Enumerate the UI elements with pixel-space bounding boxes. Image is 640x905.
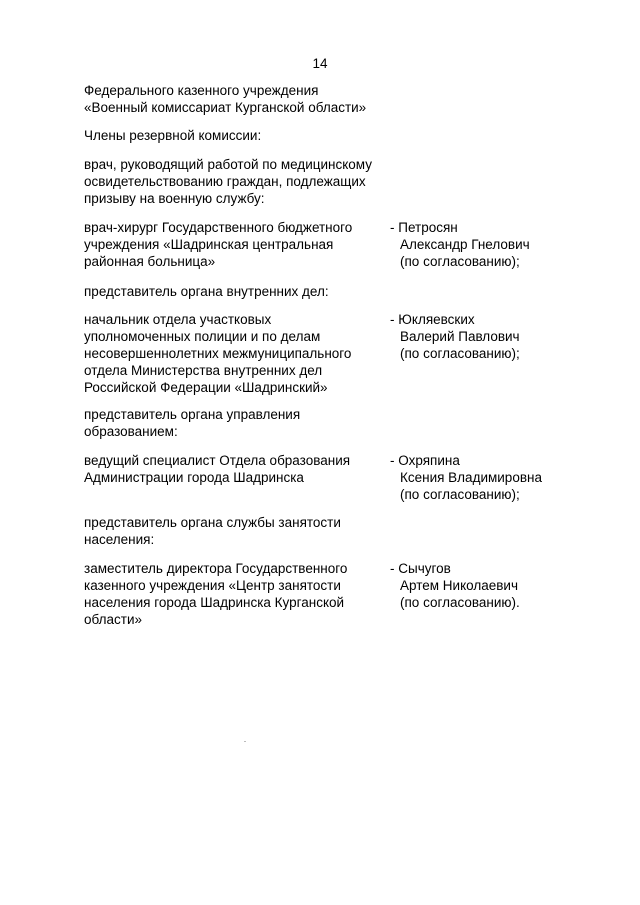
member-person	[390, 560, 620, 611]
heading-line: представитель органа службы занятости	[84, 515, 341, 530]
position-line: заместитель директора Государственного	[84, 561, 348, 576]
member-position	[84, 560, 404, 628]
member-position	[84, 311, 404, 396]
internal-affairs-heading	[84, 283, 404, 300]
member-person	[390, 219, 620, 270]
heading-line: образованием:	[84, 424, 178, 439]
person-surname: - Петросян	[390, 220, 458, 235]
position-line: Российской Федерации «Шадринский»	[84, 380, 328, 395]
person-note: (по согласованию);	[400, 487, 520, 502]
position-line: учреждения «Шадринская центральная	[84, 237, 334, 252]
doctor-role-heading	[84, 156, 404, 207]
role-line: призыву на военную службу:	[84, 191, 265, 206]
position-line: начальник отдела участковых	[84, 312, 272, 327]
employment-heading	[84, 514, 404, 548]
person-note: (по согласованию);	[400, 346, 520, 361]
heading-line: населения:	[84, 532, 155, 547]
position-line: врач-хирург Государственного бюджетного	[84, 220, 353, 235]
heading-line: представитель органа управления	[84, 407, 301, 422]
education-heading	[84, 406, 404, 440]
person-surname: - Сычугов	[390, 561, 451, 576]
header-line: «Военный комиссариат Курганской области»	[84, 100, 367, 115]
page-number: 14	[312, 56, 328, 71]
person-note: (по согласованию).	[400, 595, 520, 610]
position-line: несовершеннолетних межмуниципального	[84, 346, 352, 361]
position-line: населения города Шадринска Курганской	[84, 595, 345, 610]
scan-speck	[244, 741, 246, 742]
person-name: Артем Николаевич	[400, 578, 518, 593]
member-position	[84, 452, 404, 486]
members-heading	[84, 127, 404, 144]
position-line: Администрации города Шадринска	[84, 470, 304, 485]
header-line: Федерального казенного учреждения	[84, 83, 319, 98]
position-line: ведущий специалист Отдела образования	[84, 453, 351, 468]
position-line: уполномоченных полиции и по делам	[84, 329, 321, 344]
person-surname: - Юкляевских	[390, 312, 475, 327]
member-person	[390, 452, 620, 503]
header-text	[84, 82, 404, 116]
position-line: отдела Министерства внутренних дел	[84, 363, 323, 378]
person-name: Ксения Владимировна	[400, 470, 542, 485]
position-line: области»	[84, 612, 143, 627]
members-heading-text: Члены резервной комиссии:	[84, 128, 262, 143]
person-name: Александр Гнелович	[400, 237, 530, 252]
role-line: освидетельствованию граждан, подлежащих	[84, 174, 366, 189]
role-line: врач, руководящий работой по медицинскому	[84, 157, 372, 172]
person-surname: - Охряпина	[390, 453, 460, 468]
position-line: казенного учреждения «Центр занятости	[84, 578, 341, 593]
person-note: (по согласованию);	[400, 254, 520, 269]
internal-affairs-heading-text: представитель органа внутренних дел:	[84, 284, 329, 299]
member-person	[390, 311, 620, 362]
member-position	[84, 219, 404, 270]
position-line: районная больница»	[84, 254, 216, 269]
person-name: Валерий Павлович	[400, 329, 520, 344]
